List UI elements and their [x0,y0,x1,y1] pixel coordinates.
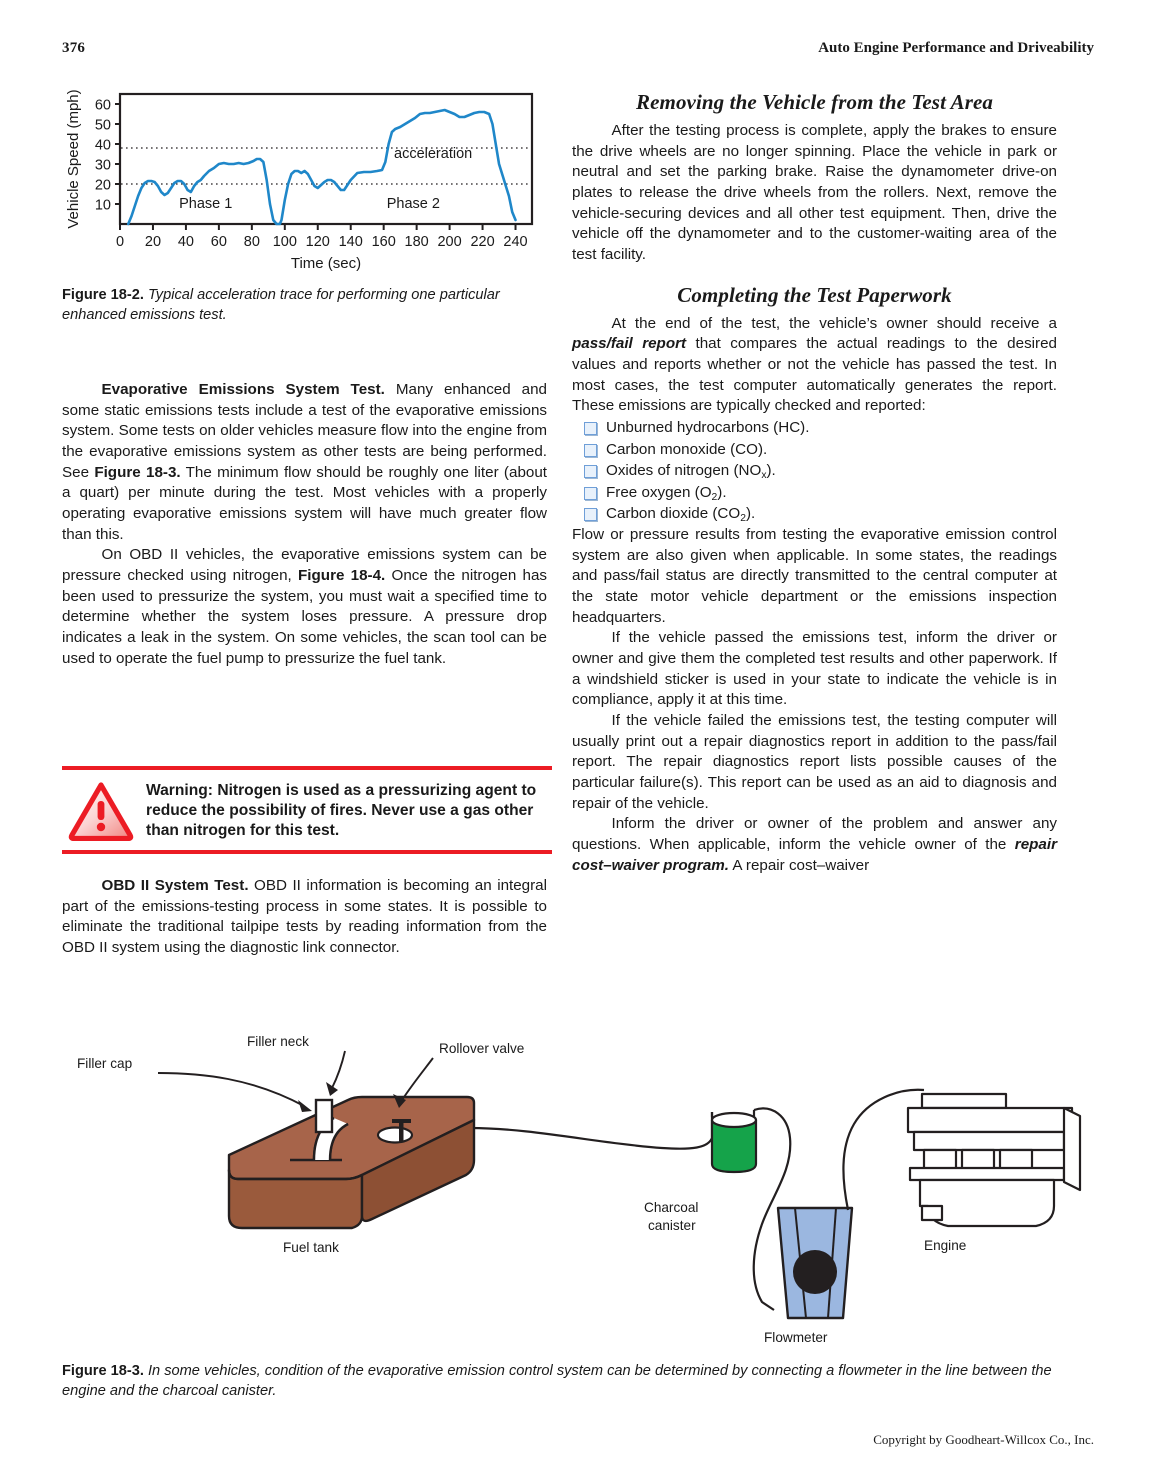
vehicle-speed-chart [62,88,552,273]
heading-completing-paperwork: Completing the Test Paperwork [677,282,952,307]
left-column-lower [62,876,547,959]
running-head [62,40,1094,62]
chart-x-tick-label: 160 [371,234,396,250]
chart-annotation: acceleration [394,146,473,162]
label-filler-cap: Filler cap [77,1056,133,1071]
paragraph-inform-driver [572,814,1057,876]
figure-18-3-caption-text: In some vehicles, condition of the evaporative emission control system can be determined by connecting a flowmeter in the line between the engine and the charcoal canister. [62,1363,1052,1399]
page-number: 376 [62,40,86,56]
paragraph-evap-test [62,380,547,545]
inform-text-b: A repair cost–waiver [729,856,870,874]
figure-ref-18-3: Figure 18-3. [94,463,181,481]
chart-y-tick-label: 50 [94,117,111,134]
list-item-label: Carbon monoxide (CO). [606,440,768,458]
emph-pass-fail-report: pass/fail report [572,335,687,353]
emissions-checklist [572,417,1057,525]
right-column [572,90,1057,876]
list-item-label: Free oxygen $(O_2)$. [606,483,727,503]
list-item [572,482,1057,504]
emph-repair-cost-waiver: repair cost–waiver program. [572,836,1057,874]
list-item [572,417,1057,439]
warning-bottom-rule [62,850,552,854]
figure-18-3 [62,1020,1094,1350]
chart-y-tick-label: 40 [94,137,111,154]
label-engine: Engine [924,1238,967,1253]
figure-18-3-caption [62,1362,1094,1401]
heading-removing-vehicle: Removing the Vehicle from the Test Area [635,90,993,114]
list-item [572,460,1057,482]
copyright-notice: Copyright by Goodheart-Willcox Co., Inc. [873,1432,1094,1447]
list-item [572,439,1057,461]
figure-18-2 [62,88,552,325]
checkbox-bullet-icon [584,487,597,500]
evap-text-b: The minimum flow should be roughly one liter (about a quart) per minute during the test. Most vehicles with a properly operating evaporative emissions system will have much greater flow than this. [62,463,547,543]
paragraph-obd-pressure [62,545,547,669]
paragraph-obd-system-test [62,876,547,959]
chart-annotation: Phase 2 [386,196,440,212]
left-column [62,380,547,669]
evap-text-a: Many enhanced and some static emissions tests include a test of the evaporative emissions system. Some tests on older vehicles measure flow into the engine from the evaporative emissions system as other tests are being performed. See [62,381,547,481]
list-item [572,503,1057,525]
chart-y-tick-label: 30 [94,157,111,174]
label-flowmeter: Flowmeter [764,1330,828,1345]
paragraph-paperwork-intro [572,314,1057,417]
chart-x-tick-label: 60 [210,234,227,250]
obd-text-b: Once the nitrogen has been used to pressurize the system, you must wait a specified time to determine whether the system loses pressure. A pressure drop indicates a leak in the system. On some vehicles, the scan tool can be used to operate the fuel pump to pressurize the fuel tank. [62,567,547,667]
chart-x-tick-label: 20 [144,234,162,250]
chart-y-axis-label: Vehicle Speed (mph) [65,89,82,229]
paragraph-removing-vehicle: After the testing process is complete, apply the brakes to ensure the drive wheels are no longer spinning. Place the vehicle in park or neutral and set the parking brake. Raise the dynamometer drive-on plates to release the drive wheels from the rollers. Next, remove the vehicle-securing devices and all other test equipment. Then, drive the vehicle off the dynamometer and to the customer-waiting area of the test facility. [572,122,1057,264]
chart-x-tick-label: 120 [305,234,330,250]
obd-text-a: On OBD II vehicles, the evaporative emissions system can be pressure checked using nitrogen, [62,546,547,585]
chart-y-ticks [95,98,120,214]
list-item-label: Carbon dioxide $(CO_2)$. [606,505,756,525]
chart-x-tick-label: 80 [243,234,260,250]
run-in-head-obd: OBD II System Test. [101,877,249,894]
checkbox-bullet-icon [584,508,597,521]
chart-annotation: Phase 1 [179,196,233,212]
paragraph-vehicle-passed: If the vehicle passed the emissions test, inform the driver or owner and give them the completed test results and other paperwork. If a windshield sticker is used in your state to indicate the vehicle is in compliance, apply it at this time. [572,629,1057,709]
paperwork-text-b: that compares the actual readings to the desired values and reports whether or not the vehicle has passed the test. In most cases, the test computer automatically generates the report. These emissions are typically checked and reported: [572,335,1057,415]
chemical-subscript: x [761,470,767,482]
chart-x-tick-label: 180 [404,234,429,250]
chart-x-tick-label: 240 [503,234,528,250]
chart-x-tick-label: 220 [470,234,495,250]
warning-box [62,766,552,854]
paragraph-flow-results: Flow or pressure results from testing the evaporative emission control system are also given when applicable. In some states, the readings and pass/fail status are directly transmitted to the central computer at the state motor vehicle department or the emissions inspection headquarters. [572,525,1057,626]
chart-y-tick-label: 60 [94,97,111,114]
chemical-subscript: 2 [711,491,718,503]
chart-y-tick-label: 20 [94,177,111,194]
checkbox-bullet-icon [584,422,597,435]
flowmeter-illustration [778,1208,852,1318]
run-in-head-evap: Evaporative Emissions System Test. [101,381,385,398]
label-charcoal-canister-line1: Charcoal [644,1200,699,1215]
label-charcoal-canister-line2: canister [648,1218,696,1233]
chart-y-tick-label: 10 [94,197,111,214]
paperwork-text-a: At the end of the test, the vehicle’s owner should receive a [611,314,1057,332]
chart-x-ticks [116,224,528,250]
fuel-tank-illustration [229,1097,474,1228]
label-rollover-valve: Rollover valve [439,1041,525,1056]
chart-x-tick-label: 100 [272,234,297,250]
label-filler-neck: Filler neck [247,1034,309,1049]
chart-x-tick-label: 40 [177,234,194,250]
figure-18-2-caption [62,286,552,325]
figure-18-2-caption-text: Typical acceleration trace for performing one particular enhanced emissions test. [62,287,500,323]
list-item-label: Oxides of nitrogen $(NO_x)$. [606,462,776,482]
warning-text: Warning: Nitrogen is used as a pressurizing agent to reduce the possibility of fires. Never use a gas other than nitrogen for this test. [146,782,537,839]
chart-x-tick-label: 0 [115,234,125,250]
chemical-subscript: 2 [740,513,746,525]
paragraph-vehicle-failed: If the vehicle failed the emissions test, the testing computer will usually print out a repair diagnostics report in addition to the pass/fail report. The repair diagnostics report lists possible causes of the particular failure(s). This report can be used as an aid to diagnosis and repair of the vehicle. [572,712,1057,812]
figure-18-2-caption-label: Figure 18-2. [62,287,144,303]
hose-tank-to-canister [470,1112,712,1149]
running-title: Auto Engine Performance and Driveability [818,40,1094,56]
chart-x-tick-label: 140 [338,234,363,250]
inform-text-a: Inform the driver or owner of the problem and answer any questions. When applicable, inform the vehicle owner of the [572,815,1057,854]
engine-illustration [908,1094,1080,1226]
charcoal-canister-illustration [712,1110,756,1173]
checkbox-bullet-icon [584,465,597,478]
label-fuel-tank: Fuel tank [283,1240,339,1255]
figure-18-3-caption-label: Figure 18-3. [62,1363,144,1379]
list-item-label: Unburned hydrocarbons (HC). [606,419,810,437]
chart-x-axis-label: Time (sec) [290,255,362,272]
obd-system-text: OBD II information is becoming an integral part of the emissions-testing process in some states. It is possible to eliminate the traditional tailpipe tests by reading information from the OBD II system using the diagnostic link connector. [62,877,548,957]
warning-triangle-icon [68,781,134,841]
figure-ref-18-4: Figure 18-4. [298,567,386,585]
chart-x-tick-label: 200 [437,234,462,250]
checkbox-bullet-icon [584,444,597,457]
evap-system-diagram [62,1020,1094,1350]
